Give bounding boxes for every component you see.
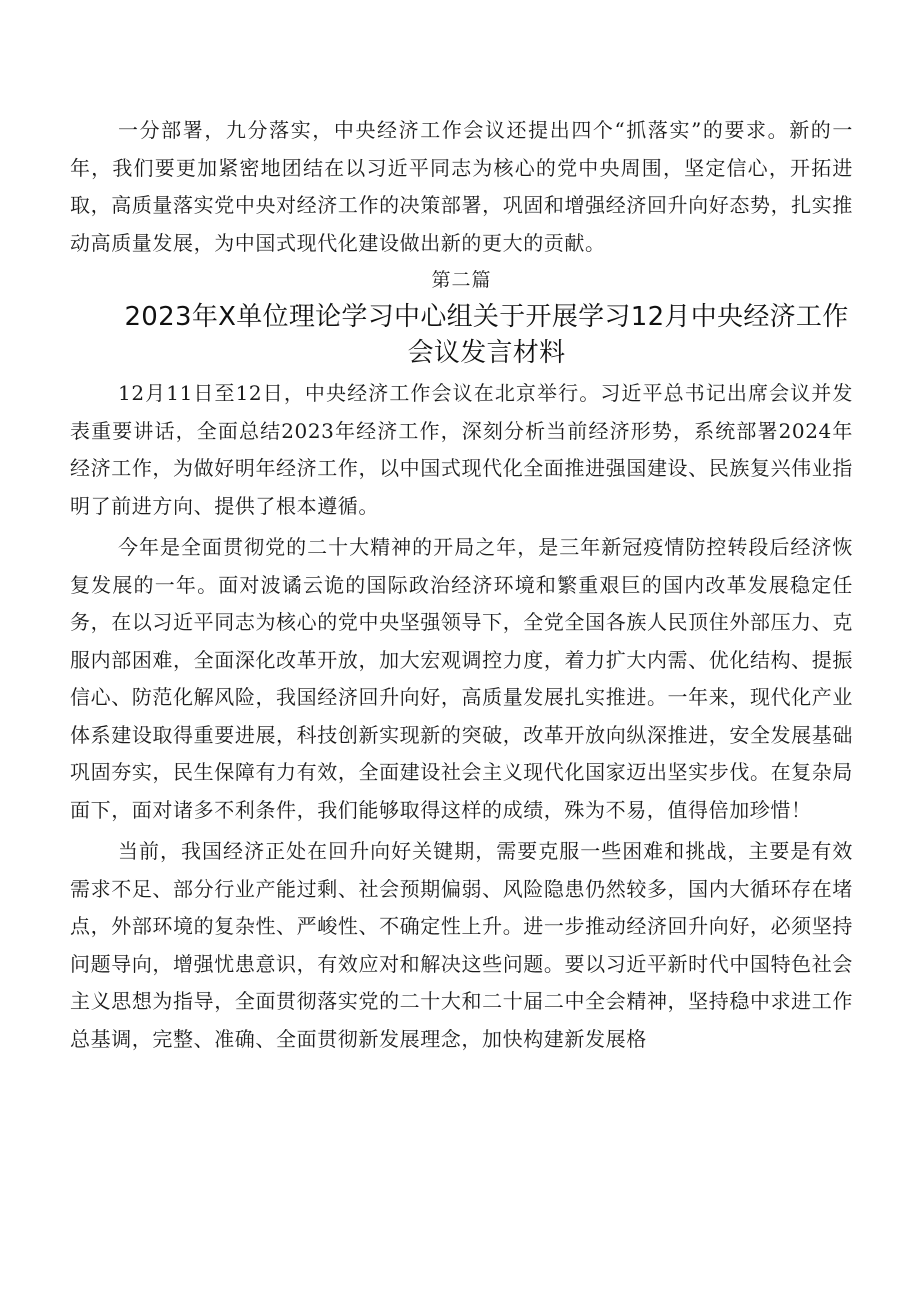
body-paragraph: 当前，我国经济正处在回升向好关键期，需要克服一些困难和挑战，主要是有效需求不足、部分行业产能过剩、社会预期偏弱、风险隐患仍然较多，国内大循环存在堵点，外部环境的复杂性、严峻性、不确定性上升。进一步推动经济回升向好，必须坚持问题导向，增强忧患意识，有效应对和解决这些问题。要以习近平新时代中国特色社会主义思想为指导，全面贯彻落实党的二十大和二十届二中全会精神，坚持稳中求进工作总基调，完整、准确、全面贯彻新发展理念，加快构建新发展格 xyxy=(70,839,853,1051)
document-title: 2023年X单位理论学习中心组关于开展学习12月中央经济工作会议发言材料 xyxy=(124,302,849,368)
title-block xyxy=(70,299,853,371)
body-paragraph: 今年是全面贯彻党的二十大精神的开局之年，是三年新冠疫情防控转段后经济恢复发展的一年。面对波谲云诡的国际政治经济环境和繁重艰巨的国内改革发展稳定任务，在以习近平同志为核心的党中央坚强领导下，全党全国各族人民顶住外部压力、克服内部困难，全面深化改革开放，加大宏观调控力度，着力扩大内需、优化结构、提振信心、防范化解风险，我国经济回升向好，高质量发展扎实推进。一年来，现代化产业体系建设取得重要进展，科技创新实现新的突破，改革开放向纵深推进，安全发展基础巩固夯实，民生保障有力有效，全面建设社会主义现代化国家迈出坚实步伐。在复杂局面下，面对诸多不利条件，我们能够取得这样的成绩，殊为不易，值得倍加珍惜！ xyxy=(70,535,853,822)
intro-paragraph: 一分部署，九分落实，中央经济工作会议还提出四个“抓落实”的要求。新的一年，我们要更加紧密地团结在以习近平同志为核心的党中央周围，坚定信心，开拓进取，高质量落实党中央对经济工作的决策部署，巩固和增强经济回升向好态势，扎实推动高质量发展，为中国式现代化建设做出新的更大的贡献。 xyxy=(70,118,853,255)
body-paragraph: 12月11日至12日，中央经济工作会议在北京举行。习近平总书记出席会议并发表重要讲话，全面总结2023年经济工作，深刻分析当前经济形势，系统部署2024年经济工作，为做好明年经济工作，以中国式现代化全面推进强国建设、民族复兴伟业指明了前进方向、提供了根本遵循。 xyxy=(70,381,853,518)
document-body xyxy=(70,112,853,1058)
section-label: 第二篇 xyxy=(431,269,492,291)
